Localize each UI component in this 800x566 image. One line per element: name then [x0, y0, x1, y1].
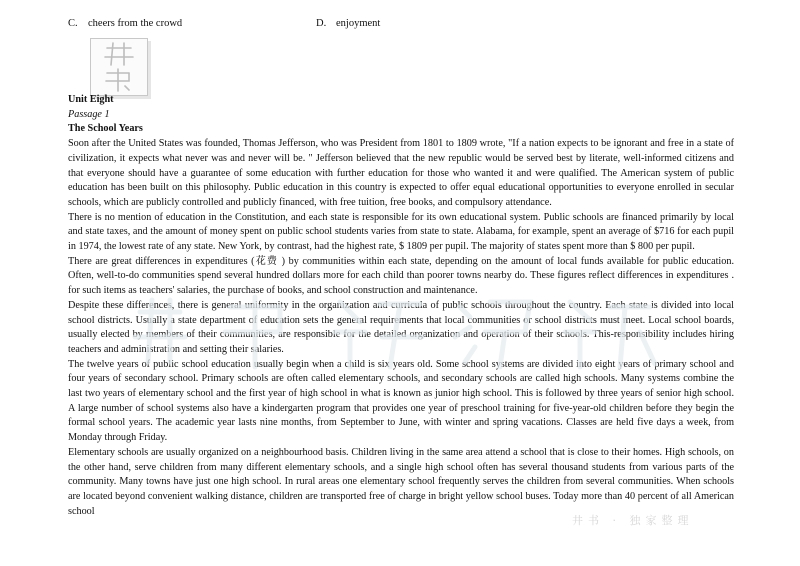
passage-label: Passage 1: [68, 108, 110, 120]
paragraph: Soon after the United States was founded, Thomas Jefferson, who was President from 1801 to 1809 wrote, "If a nation expects to be ignorant and free in a state of civilization, it expects what never was and never will be. " Jefferson believed that the new republic would be served best by literate, well-informed citizens and that everyone should have a guarantee of some education with further education for those who wanted it and were qualified. The American system of public education has been built on this philosophy. Public education in this country is expected to offer equal educational opportunities to everyone enrolled in secular schools, which are publicly controlled and publicly financed, with free tuition, free books, and compulsory attendance.: [68, 138, 734, 208]
option-d: [316, 18, 380, 29]
option-c-text: cheers from the crowd: [88, 18, 183, 29]
footer-watermark: 井书 · 独家整理: [572, 514, 694, 527]
option-c: [68, 18, 182, 29]
answer-options: [68, 18, 728, 34]
section-title: The School Years: [68, 123, 143, 135]
option-d-text: enjoyment: [336, 18, 381, 29]
option-c-letter: C.: [68, 18, 78, 29]
passage-content: [68, 93, 734, 519]
seal-mark-icon: [91, 39, 147, 95]
paragraph: There is no mention of education in the Constitution, and each state is responsible for its own educational system. Public schools are financed primarily by local and state taxes, and the amount of money spent on public school students varies from state to state. Alabama, for example, spent an average of $716 for each pupil in 1974, the lowest rate of any state. New York, by contrast, had the highest rate, $ 1809 per pupil. The majority of states spent more than $ 800 per pupil.: [68, 211, 734, 253]
unit-title: Unit Eight: [68, 94, 114, 105]
paragraph: There are great differences in expenditures (花费 ) by communities within each state, depending on the amount of local funds available for public education. Often, well-to-do communities spend several hundred dollars more for each child than poorer towns nearby do. These figures reflect differences in expenditures . for such items as teachers' salaries, the purchase of books, and school construction and maintenance.: [68, 255, 734, 297]
option-d-letter: D.: [316, 18, 327, 29]
paragraph: Elementary schools are usually organized on a neighbourhood basis. Children living in the same area attend a school that is close to their homes. High schools, on the other hand, serve children from many different elementary schools, and a single high school often has several thousand students from various parts of the community. Many towns have just one high school. In rural areas one elementary school frequently serves the children from several communities. When schools are located beyond convenient walking distance, children are transported free of charge in bright yellow school buses. Today more than 40 percent of all American school: [68, 446, 734, 517]
publisher-seal: [90, 38, 148, 96]
paragraph: The twelve years of public school education usually begin when a child is six years old. Some school systems are divided into eight years of primary school and four years of secondary school. Primary schools are often called elementary schools, and secondary schools are called high schools. Many systems combine the last two years of elementary school and the first year of high school in what is known as junior high school. This is followed by three years of senior high school. A large number of school systems also have a kindergarten program that provides one year of preschool training for five-year-old children before they begin the formal school years. The academic year lasts nine months, from September to June, with winter and spring vacations. Classes are held five days a week, from Monday through Friday.: [68, 358, 734, 444]
paragraph: Despite these differences, there is general uniformity in the organization and curricula of public schools throughout the country. Each state is divided into local school districts. Usually a state department of education sets the general requirements that local communities or school districts must meet. Local school boards, usually elected by members of their communities, are responsible for the detailed organization and operation of their schools. This-responsibility includes hiring teachers and administration and setting their salaries.: [68, 299, 734, 355]
